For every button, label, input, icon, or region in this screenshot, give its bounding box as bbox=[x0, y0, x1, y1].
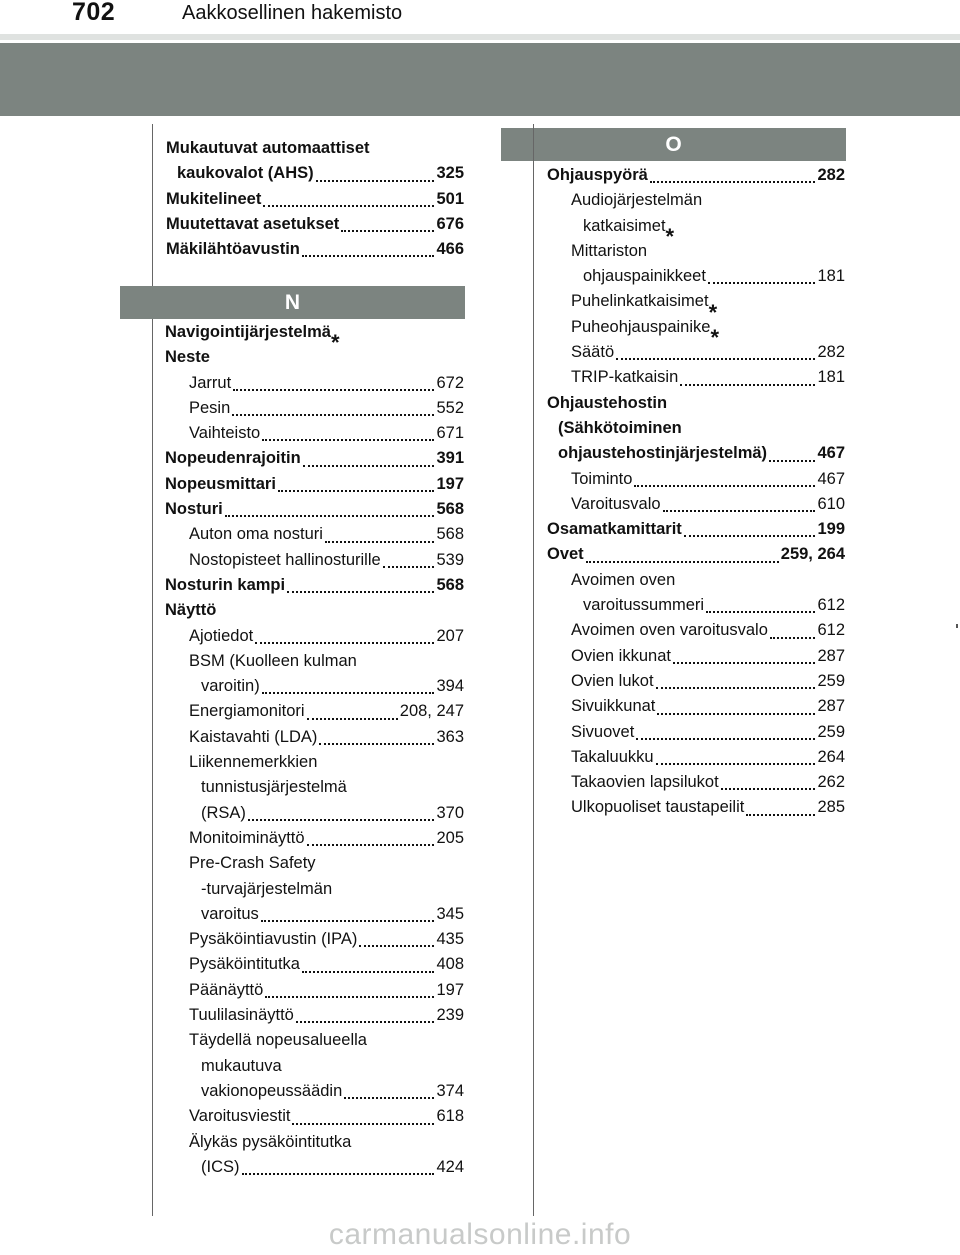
entry-label: tunnistusjärjestelmä bbox=[201, 778, 347, 797]
entry-page: 282 bbox=[817, 166, 845, 184]
header-band bbox=[0, 43, 960, 116]
entry-page: 259, 264 bbox=[780, 545, 845, 564]
index-entry bbox=[547, 239, 845, 264]
entry-label: kaukovalot (AHS) bbox=[177, 164, 314, 183]
index-entry bbox=[165, 699, 464, 724]
index-entry bbox=[165, 978, 464, 1003]
entry-label: Pysäköintitutka bbox=[189, 955, 300, 974]
index-entry bbox=[547, 568, 845, 593]
dot-leader bbox=[383, 566, 435, 568]
entry-page: 568 bbox=[436, 575, 464, 594]
entry-page: 612 bbox=[817, 596, 845, 615]
index-list-n bbox=[165, 320, 464, 1180]
index-entry bbox=[165, 952, 464, 977]
index-entry bbox=[547, 391, 845, 416]
entry-page: 285 bbox=[817, 798, 845, 817]
entry-page: 287 bbox=[817, 697, 845, 716]
entry-page: 408 bbox=[436, 955, 464, 974]
index-entry bbox=[547, 542, 845, 567]
entry-label: Nosturin kampi bbox=[165, 575, 286, 594]
entry-page: 394 bbox=[436, 677, 464, 696]
index-entry bbox=[166, 136, 464, 161]
entry-page: 467 bbox=[817, 469, 845, 488]
entry-label: varoitussummeri bbox=[583, 596, 705, 615]
index-entry bbox=[547, 163, 845, 188]
index-entry bbox=[166, 161, 464, 186]
dot-leader bbox=[248, 819, 435, 821]
entry-label: Ovien lukot bbox=[571, 671, 654, 690]
entry-page: 325 bbox=[436, 164, 464, 183]
index-entry bbox=[547, 264, 845, 289]
entry-label: Monitoiminäyttö bbox=[189, 828, 305, 847]
dot-leader bbox=[307, 718, 398, 720]
entry-label: katkaisimet bbox=[583, 216, 666, 235]
index-entry bbox=[547, 745, 845, 770]
entry-label: Täydellä nopeusalueella bbox=[189, 1031, 367, 1050]
entry-page: 370 bbox=[436, 803, 464, 822]
index-entry bbox=[165, 396, 464, 421]
index-list-o bbox=[547, 163, 845, 821]
index-entry bbox=[165, 1104, 464, 1129]
index-entry bbox=[165, 345, 464, 370]
header-rule bbox=[0, 34, 960, 40]
index-entry bbox=[165, 801, 464, 826]
dot-leader bbox=[673, 662, 816, 664]
index-entry bbox=[165, 775, 464, 800]
entry-label: Varoitusvalo bbox=[571, 494, 661, 513]
entry-label: Energiamonitori bbox=[189, 702, 305, 721]
entry-page: 374 bbox=[436, 1081, 464, 1100]
entry-label: ohjauspainikkeet bbox=[583, 267, 706, 286]
page-number: 702 bbox=[72, 0, 116, 26]
entry-label: varoitin) bbox=[201, 677, 260, 696]
index-entry bbox=[547, 188, 845, 213]
entry-label: Ovet bbox=[547, 545, 584, 564]
page-header bbox=[0, 0, 960, 34]
dot-leader bbox=[292, 1123, 434, 1125]
dot-leader bbox=[302, 255, 435, 257]
dot-leader bbox=[265, 996, 434, 998]
entry-page: 466 bbox=[436, 240, 464, 259]
index-entry bbox=[547, 720, 845, 745]
entry-label: varoitus bbox=[201, 904, 259, 923]
index-entry bbox=[547, 795, 845, 820]
entry-label: (ICS) bbox=[201, 1157, 240, 1176]
index-entry bbox=[165, 421, 464, 446]
entry-page: 259 bbox=[817, 722, 845, 741]
dot-leader bbox=[278, 490, 435, 492]
entry-label: Ohjauspyörä bbox=[547, 166, 648, 184]
index-entry bbox=[547, 669, 845, 694]
dot-leader bbox=[657, 713, 815, 715]
dot-leader bbox=[261, 920, 435, 922]
entry-label: Osamatkamittarit bbox=[547, 520, 682, 539]
entry-label: Mukautuvat automaattiset bbox=[166, 139, 370, 157]
entry-label: Ohjaustehostin bbox=[547, 393, 668, 412]
dot-leader bbox=[242, 1173, 435, 1175]
index-entry bbox=[547, 618, 845, 643]
dot-leader bbox=[287, 591, 434, 593]
dot-leader bbox=[680, 384, 815, 386]
dot-leader bbox=[586, 561, 779, 563]
dot-leader bbox=[233, 389, 434, 391]
entry-label: Ulkopuoliset taustapeilit bbox=[571, 798, 745, 817]
dot-leader bbox=[302, 971, 434, 973]
entry-page: 552 bbox=[436, 398, 464, 417]
index-entry bbox=[165, 1155, 464, 1180]
dot-leader bbox=[316, 180, 435, 182]
entry-page: 671 bbox=[436, 424, 464, 443]
index-entry: katkaisimet * bbox=[547, 214, 845, 239]
index-entry bbox=[165, 851, 464, 876]
index-entry bbox=[166, 237, 464, 262]
dot-leader bbox=[616, 358, 815, 360]
entry-label: Kaistavahti (LDA) bbox=[189, 727, 318, 746]
entry-page: 262 bbox=[817, 773, 845, 792]
index-entry bbox=[165, 522, 464, 547]
entry-label: Säätö bbox=[571, 343, 615, 362]
entry-label: Puheohjauspainike bbox=[571, 317, 711, 336]
dot-leader bbox=[319, 743, 434, 745]
index-entry bbox=[165, 927, 464, 952]
entry-label: Audiojärjestelmän bbox=[571, 191, 703, 210]
index-entry bbox=[547, 340, 845, 365]
index-entry bbox=[547, 365, 845, 390]
entry-label: Liikennemerkkien bbox=[189, 753, 318, 772]
entry-page: 282 bbox=[817, 343, 845, 362]
index-entry bbox=[547, 770, 845, 795]
dot-leader bbox=[636, 738, 815, 740]
dot-leader bbox=[706, 611, 815, 613]
entry-label: Avoimen oven varoitusvalo bbox=[571, 621, 768, 640]
entry-page: 424 bbox=[436, 1157, 464, 1176]
entry-page: 259 bbox=[817, 671, 845, 690]
dot-leader bbox=[262, 692, 435, 694]
index-entry bbox=[165, 750, 464, 775]
index-entry bbox=[166, 187, 464, 212]
index-entry bbox=[547, 467, 845, 492]
entry-page: 676 bbox=[436, 214, 464, 233]
entry-label: (RSA) bbox=[201, 803, 246, 822]
index-entry bbox=[165, 1028, 464, 1053]
entry-label: Näyttö bbox=[165, 601, 217, 620]
entry-label: Puhelinkatkaisimet bbox=[571, 292, 709, 311]
dot-leader bbox=[656, 763, 816, 765]
dot-leader bbox=[684, 535, 816, 537]
dot-leader bbox=[721, 788, 816, 790]
entry-label: Ovien ikkunat bbox=[571, 646, 671, 665]
dot-leader bbox=[341, 230, 434, 232]
index-entry bbox=[165, 598, 464, 623]
entry-label: Toiminto bbox=[571, 469, 633, 488]
watermark: carmanualsonline.info bbox=[328, 1218, 632, 1251]
dot-leader bbox=[663, 510, 816, 512]
entry-page: 208, 247 bbox=[399, 702, 464, 721]
entry-page: 568 bbox=[436, 500, 464, 519]
dot-leader bbox=[296, 1021, 435, 1023]
entry-label: Tuulilasinäyttö bbox=[189, 1006, 294, 1025]
dot-leader bbox=[344, 1097, 434, 1099]
entry-page: 181 bbox=[817, 267, 845, 286]
index-entry bbox=[165, 902, 464, 927]
dot-leader bbox=[769, 460, 815, 462]
entry-page: 287 bbox=[817, 646, 845, 665]
entry-label: ohjaustehostinjärjestelmä) bbox=[558, 444, 768, 463]
entry-page: 672 bbox=[436, 373, 464, 392]
index-list-m bbox=[166, 136, 464, 262]
dot-leader bbox=[307, 844, 435, 846]
entry-label: TRIP-katkaisin bbox=[571, 368, 679, 387]
section-header-n: N bbox=[120, 286, 465, 319]
dot-leader bbox=[263, 205, 434, 207]
entry-page: 205 bbox=[436, 828, 464, 847]
dot-leader bbox=[232, 414, 434, 416]
dot-leader bbox=[650, 181, 816, 183]
entry-label: BSM (Kuolleen kulman bbox=[189, 651, 357, 670]
entry-page: 501 bbox=[436, 189, 464, 208]
index-column-right bbox=[533, 124, 845, 1216]
entry-page: 345 bbox=[436, 904, 464, 923]
entry-page: 239 bbox=[436, 1006, 464, 1025]
entry-label: Pre-Crash Safety bbox=[189, 854, 316, 873]
entry-label: (Sähkötoiminen bbox=[558, 418, 682, 437]
entry-label: vakionopeussäädin bbox=[201, 1081, 343, 1100]
entry-label: Sivuikkunat bbox=[571, 697, 656, 716]
entry-label: Auton oma nosturi bbox=[189, 525, 323, 544]
index-entry bbox=[165, 1003, 464, 1028]
entry-label: Muutettavat asetukset bbox=[166, 214, 340, 233]
margin-mark bbox=[956, 624, 958, 628]
index-entry bbox=[165, 826, 464, 851]
dot-leader bbox=[325, 541, 435, 543]
entry-label: Ajotiedot bbox=[189, 626, 254, 645]
dot-leader bbox=[262, 439, 434, 441]
entry-page: 197 bbox=[436, 980, 464, 999]
dot-leader bbox=[746, 814, 815, 816]
section-header-o: O bbox=[501, 128, 846, 161]
entry-page: 363 bbox=[436, 727, 464, 746]
entry-page: 207 bbox=[436, 626, 464, 645]
entry-label: Takaovien lapsilukot bbox=[571, 773, 719, 792]
index-entry: Puheohjauspainike * bbox=[547, 315, 845, 340]
index-entry bbox=[547, 593, 845, 618]
index-entry bbox=[165, 674, 464, 699]
entry-label: Nosturi bbox=[165, 500, 223, 519]
entry-label: Takaluukku bbox=[571, 747, 654, 766]
entry-label: Mäkilähtöavustin bbox=[166, 240, 300, 259]
entry-page: 391 bbox=[436, 449, 464, 468]
dot-leader bbox=[303, 465, 435, 467]
index-entry bbox=[547, 441, 845, 466]
index-entry bbox=[547, 517, 845, 542]
index-entry bbox=[547, 492, 845, 517]
entry-label: Jarrut bbox=[189, 373, 232, 392]
index-entry bbox=[165, 649, 464, 674]
entry-label: Navigointijärjestelmä bbox=[165, 323, 331, 341]
dot-leader bbox=[770, 637, 816, 639]
entry-label: Älykäs pysäköintitutka bbox=[189, 1132, 352, 1151]
index-entry bbox=[165, 497, 464, 522]
index-entry bbox=[547, 644, 845, 669]
entry-page: 199 bbox=[817, 520, 845, 539]
entry-label: Mukitelineet bbox=[166, 189, 262, 208]
index-entry bbox=[165, 624, 464, 649]
dot-leader bbox=[225, 515, 435, 517]
dot-leader bbox=[255, 642, 434, 644]
entry-label: Varoitusviestit bbox=[189, 1107, 291, 1126]
index-entry bbox=[547, 694, 845, 719]
entry-label: Avoimen oven bbox=[571, 570, 676, 589]
index-entry bbox=[165, 573, 464, 598]
index-entry bbox=[165, 1079, 464, 1104]
index-entry bbox=[165, 446, 464, 471]
entry-label: Sivuovet bbox=[571, 722, 635, 741]
entry-page: 264 bbox=[817, 747, 845, 766]
index-entry bbox=[165, 877, 464, 902]
entry-label: Vaihteisto bbox=[189, 424, 261, 443]
entry-label: Mittariston bbox=[571, 241, 648, 260]
index-entry: Navigointijärjestelmä * bbox=[165, 320, 464, 345]
entry-label: Pysäköintiavustin (IPA) bbox=[189, 930, 358, 949]
index-entry bbox=[165, 472, 464, 497]
entry-page: 618 bbox=[436, 1107, 464, 1126]
entry-label: Neste bbox=[165, 348, 210, 367]
entry-label: -turvajärjestelmän bbox=[201, 879, 333, 898]
entry-label: Päänäyttö bbox=[189, 980, 264, 999]
dot-leader bbox=[708, 282, 816, 284]
dot-leader bbox=[656, 687, 816, 689]
entry-label: Nopeusmittari bbox=[165, 474, 276, 493]
index-entry bbox=[166, 212, 464, 237]
dot-leader bbox=[359, 945, 434, 947]
entry-label: Pesin bbox=[189, 398, 231, 417]
entry-label: mukautuva bbox=[201, 1056, 282, 1075]
index-entry: Puhelinkatkaisimet * bbox=[547, 289, 845, 314]
index-entry bbox=[165, 371, 464, 396]
index-entry bbox=[165, 548, 464, 573]
entry-page: 467 bbox=[817, 444, 845, 463]
dot-leader bbox=[634, 485, 815, 487]
page-title: Aakkosellinen hakemisto bbox=[182, 2, 403, 24]
entry-page: 612 bbox=[817, 621, 845, 640]
entry-page: 610 bbox=[817, 494, 845, 513]
entry-page: 181 bbox=[817, 368, 845, 387]
entry-label: Nopeudenrajoitin bbox=[165, 449, 301, 468]
entry-page: 197 bbox=[436, 474, 464, 493]
index-entry bbox=[165, 1054, 464, 1079]
entry-page: 435 bbox=[436, 930, 464, 949]
index-entry bbox=[547, 416, 845, 441]
index-entry bbox=[165, 725, 464, 750]
index-entry bbox=[165, 1130, 464, 1155]
entry-label: Nostopisteet hallinosturille bbox=[189, 550, 381, 569]
entry-page: 568 bbox=[436, 525, 464, 544]
entry-page: 539 bbox=[436, 550, 464, 569]
